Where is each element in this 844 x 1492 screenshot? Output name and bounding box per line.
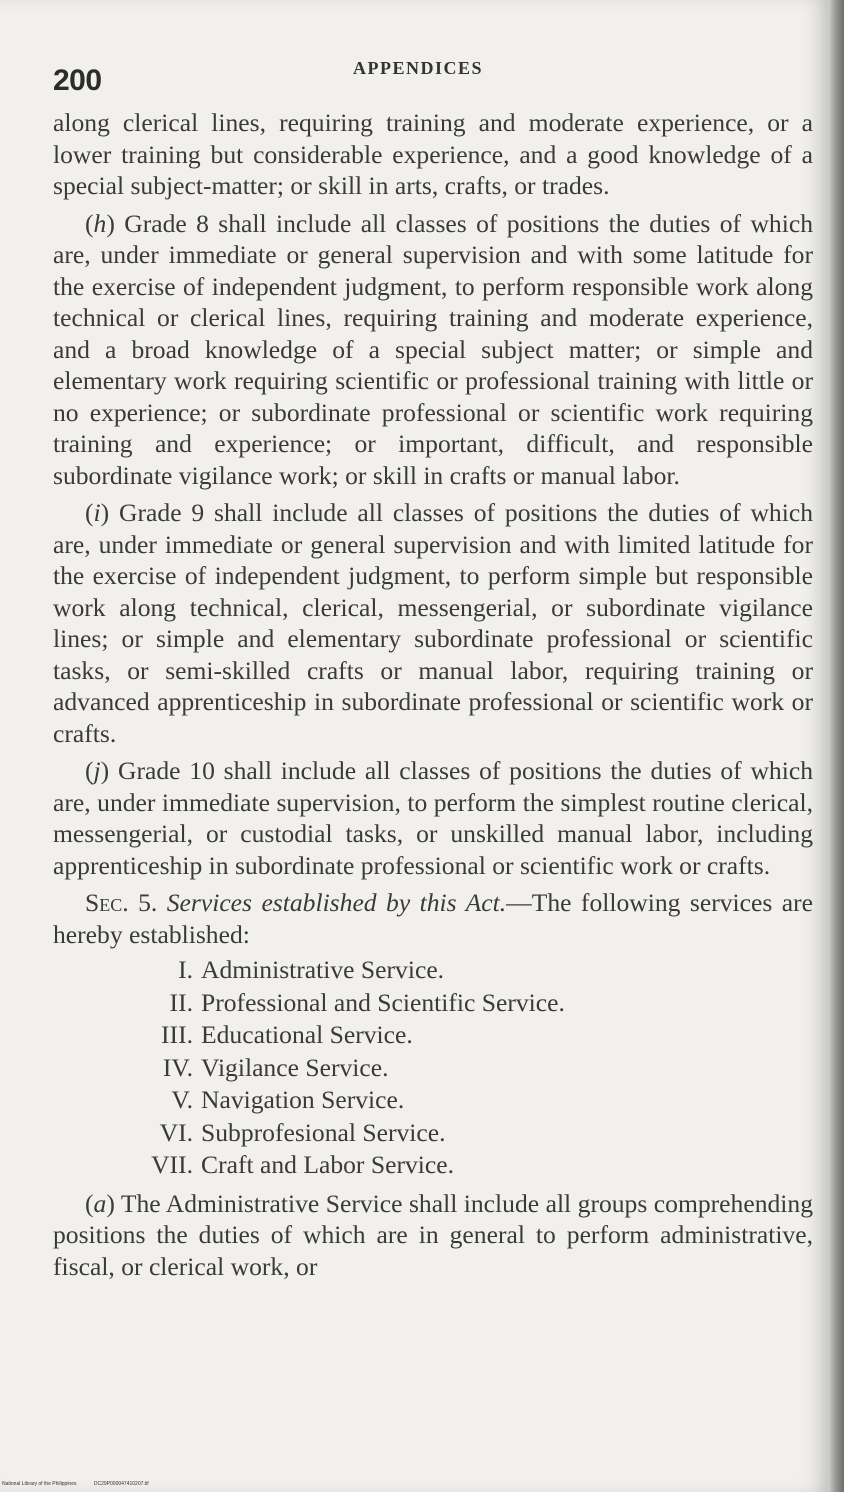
page-header <box>53 52 813 100</box>
services-item-name: Craft and Labor Service. <box>201 1150 454 1179</box>
paragraph-a: (a) The Administrative Service shall include all groups comprehending positions the duties of which are in general to perform administrative, fiscal, or clerical work, or <box>53 1188 813 1281</box>
services-item-name: Administrative Service. <box>201 955 445 984</box>
services-item-number: V. <box>171 1085 193 1114</box>
footer-library: National Library of the Philippines <box>2 1481 77 1487</box>
section-5-title: Services established by this Act. <box>166 888 507 917</box>
item-label-h: h <box>93 208 107 238</box>
services-item <box>53 1084 813 1117</box>
page-number: 200 <box>53 64 102 97</box>
section-5 <box>53 887 813 950</box>
services-item-name: Educational Service. <box>201 1020 413 1049</box>
services-item-number: I. <box>178 955 193 984</box>
services-item-number: VII. <box>151 1150 193 1179</box>
services-item <box>53 1117 813 1150</box>
services-item <box>53 1052 813 1085</box>
services-item <box>53 1149 813 1182</box>
paragraph-continued: along clerical lines, requiring training and moderate experience, or a lower training but considerable experience, and a good knowledge of a special subject-matter; or skill in arts, crafts, or trades. <box>53 108 813 200</box>
page-edge-shadow <box>828 0 844 1492</box>
services-item <box>53 987 813 1020</box>
section-5-label: Sec. 5. <box>85 888 158 917</box>
services-item-name: Professional and Scientific Service. <box>201 987 565 1017</box>
services-item-number: II. <box>169 987 193 1017</box>
paragraph-i-text: Grade 9 shall include all classes of positions the duties of which are, under immediate or general supervision and with limited latitude for the exercise of independent judgment, to perform simple but responsible work along technical, clerical, messengerial, or subordinate vigilance lines; or simple and elementary subordinate professional or scientific tasks, or semi-skilled crafts or manual labor, requiring training or advanced apprenticeship in subordinate professional or scientific work or crafts. <box>53 498 813 748</box>
item-label-j: j <box>93 756 101 785</box>
services-item-number: IV. <box>162 1052 193 1082</box>
services-item-name: Subprofesional Service. <box>201 1117 446 1147</box>
item-label-a: a <box>93 1188 107 1218</box>
paragraph-a-text: The Administrative Service shall include all groups comprehending positions the duties of which are in general to perform administrative, fiscal, or clerical work, or <box>53 1188 813 1281</box>
services-item-number: III. <box>161 1020 193 1049</box>
services-item-number: VI. <box>159 1117 193 1147</box>
paragraph-h-text: Grade 8 shall include all classes of positions the duties of which are, under immediate or general supervision and with some latitude for the exercise of independent judgment, to perform responsible work along technical or clerical lines, requiring training and moderate experience, and a broad knowledge of a special subject matter; or simple and elementary work requiring scientific or professional training with little or no experience; or subordinate professional or scientific work requiring training and experience; or important, difficult, and responsible subordinate vigilance work; or skill in crafts or manual labor. <box>53 208 814 490</box>
item-label-i: i <box>93 498 101 527</box>
services-item-name: Navigation Service. <box>201 1085 405 1114</box>
paragraph-j: (j) Grade 10 shall include all classes of positions the duties of which are, under immediate supervision, to perform the simplest routine clerical, messengerial, or custodial tasks, or unskilled manual labor, including apprenticeship in subordinate professional or scientific work or crafts. <box>53 756 814 880</box>
body-text <box>53 107 813 1282</box>
services-item-name: Vigilance Service. <box>201 1052 389 1082</box>
footer-file-code: DC29P000047410207.tif <box>93 1481 149 1487</box>
services-item <box>53 1019 813 1052</box>
section-5-text: —The following services are hereby established: <box>53 888 814 949</box>
services-list <box>53 954 813 1182</box>
running-title: APPENDICES <box>353 58 484 78</box>
services-item <box>53 954 813 987</box>
paragraph-h: (h) Grade 8 shall include all classes of positions the duties of which are, under immediate or general supervision and with some latitude for the exercise of independent judgment, to perform responsible work along technical or clerical lines, requiring training and moderate experience, and a broad knowledge of a special subject matter; or simple and elementary work requiring scientific or professional training with little or no experience; or subordinate professional or scientific work requiring training and experience; or important, difficult, and responsible subordinate vigilance work; or skill in crafts or manual labor. <box>53 208 814 490</box>
scan-footer <box>2 1481 165 1487</box>
paragraph-i: (i) Grade 9 shall include all classes of positions the duties of which are, under immediate or general supervision and with limited latitude for the exercise of independent judgment, to perform simple but responsible work along technical, clerical, messengerial, or subordinate vigilance lines; or simple and elementary subordinate professional or scientific tasks, or semi-skilled crafts or manual labor, requiring training or advanced apprenticeship in subordinate professional or scientific work or crafts. <box>53 498 813 748</box>
paragraph-j-text: Grade 10 shall include all classes of positions the duties of which are, under immediate supervision, to perform the simplest routine clerical, messengerial, or custodial tasks, or unskilled manual labor, including apprenticeship in subordinate professional or scientific work or crafts. <box>53 756 814 880</box>
